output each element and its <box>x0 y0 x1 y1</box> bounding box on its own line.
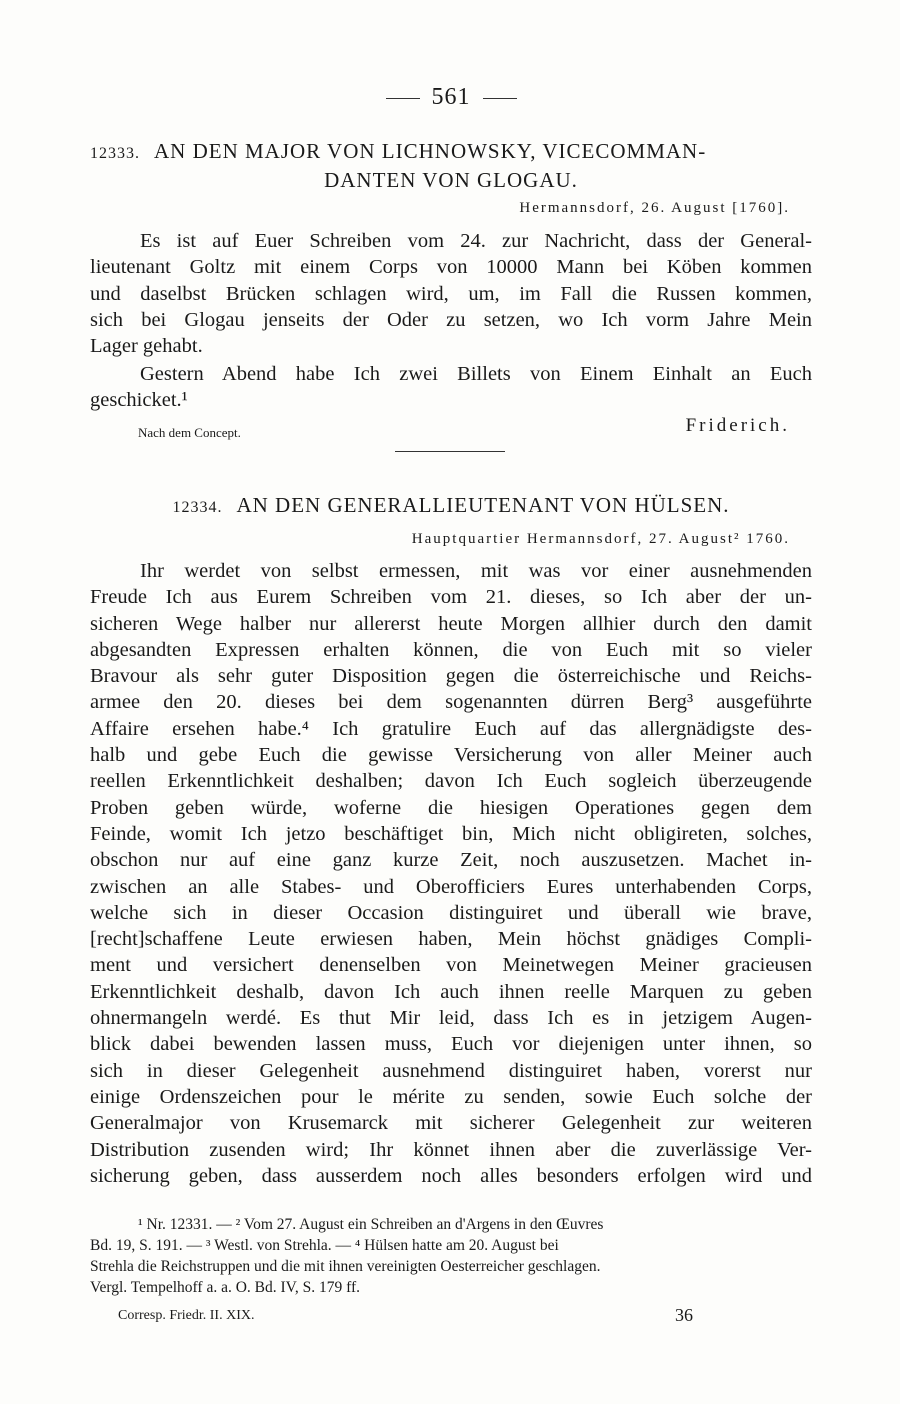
letter-2-body-lines <box>90 558 812 1189</box>
text-line: sich bei Glogau jenseits der Oder zu setzen, wo Ich vorm Jahre Mein <box>90 308 812 331</box>
letter-1-body-2 <box>90 361 812 414</box>
letter-2-title: AN DEN GENERALLIEUTENANT VON HÜLSEN. <box>236 493 730 517</box>
letter-2-dateline: Hauptquartier Hermannsdorf, 27. August² 1760. <box>411 531 790 547</box>
signature-mark: 36 <box>675 1305 693 1325</box>
letter-1-source-note: Nach dem Concept. <box>138 425 241 440</box>
footnote-line: ¹ Nr. 12331. — ² Vom 27. August ein Schreiben an d'Argens in den Œuvres <box>138 1216 604 1233</box>
letter-1-title-line1: AN DEN MAJOR VON LICHNOWSKY, VICECOMMAN- <box>154 139 707 163</box>
page-number: 561 <box>431 84 471 110</box>
text-line: Ihr werdet von selbst ermessen, mit was vor einer ausnehmenden <box>140 560 812 582</box>
text-line: Lager gehabt. <box>90 335 203 358</box>
text-line: Distribution zusenden wird; Ihr könnet ihnen aber die zuverlässige Ver- <box>90 1138 812 1161</box>
text-line: obschon nur auf eine ganz kurze Zeit, noch auszusetzen. Machet in- <box>90 849 812 872</box>
letter-1-title-line2: DANTEN VON GLOGAU. <box>324 168 578 192</box>
text-line: Es ist auf Euer Schreiben vom 24. zur Nachricht, dass der General- <box>140 230 812 252</box>
section-divider <box>395 451 505 452</box>
page-header <box>90 84 812 111</box>
text-line: Erkenntlichkeit deshalb, davon Ich auch ihnen reelle Marquen zu geben <box>90 980 812 1003</box>
letter-1-signature: Friderich. <box>685 415 790 436</box>
text-line: blick dabei bewenden lassen muss, Euch vor diejenigen unter ihnen, so <box>90 1033 812 1056</box>
header-dash-right <box>483 98 517 99</box>
letter-1-body-2-lines <box>90 361 812 414</box>
header-dash-left <box>386 98 420 99</box>
text-line: armee den 20. dieses bei dem sogenannten dürren Berg³ ausgeführte <box>90 691 812 714</box>
text-line: Generalmajor von Krusemarck mit sicherer Gelegenheit zur weiteren <box>90 1112 812 1135</box>
letter-1-heading <box>90 138 812 193</box>
text-line: Bravour als sehr guter Disposition gegen die österreichische und Reichs- <box>90 665 812 688</box>
text-line: einige Ordenszeichen pour le mérite zu senden, sowie Euch solche der <box>90 1085 812 1108</box>
text-line: Freude Ich aus Eurem Schreiben vom 21. dieses, so Ich aber der un- <box>90 586 812 609</box>
text-line: und daselbst Brücken schlagen wird, um, im Fall die Russen kommen, <box>90 282 812 305</box>
letter-2-number: 12334. <box>172 499 223 516</box>
text-line: sich in dieser Gelegenheit ausnehmend distinguiret haben, vorerst nur <box>90 1059 812 1082</box>
footnote-line: Vergl. Tempelhoff a. a. O. Bd. IV, S. 179 ff. <box>90 1279 361 1296</box>
text-line: lieutenant Goltz mit einem Corps von 10000 Mann bei Köben kommen <box>90 256 812 279</box>
text-line: zwischen an alle Stabes- und Oberofficiers Eures unterhabenden Corps, <box>90 875 812 898</box>
text-line: abgesandten Expressen erhalten können, die von Euch mit so vieler <box>90 638 812 661</box>
text-line: Affaire ersehen habe.⁴ Ich gratulire Euch auf das allergnädigste des- <box>90 717 812 740</box>
text-line: reellen Erkenntlichkeit deshalben; davon Ich Euch sogleich überzeugende <box>90 770 812 793</box>
text-line: welche sich in dieser Occasion distinguiret und überall wie brave, <box>90 901 812 924</box>
text-line: geschicket.¹ <box>90 389 188 412</box>
letter-1-number: 12333. <box>90 145 140 162</box>
letter-2-heading <box>90 492 812 521</box>
text-line: Feinde, womit Ich jetzo beschäftiget bin, Mich nicht obligireten, solches, <box>90 822 812 845</box>
footnote-line: Strehla die Reichstruppen und die mit ihnen vereinigten Oesterreicher geschlagen. <box>90 1258 601 1275</box>
text-line: Gestern Abend habe Ich zwei Billets von Einem Einhalt an Euch <box>140 363 812 385</box>
text-line: Proben geben würde, woferne die hiesigen Operationes gegen dem <box>90 796 812 819</box>
letter-1-body <box>90 228 812 359</box>
text-line: ment und versichert denenselben von Meinetwegen Meiner gracieusen <box>90 954 812 977</box>
footer-citation: Corresp. Friedr. II. XIX. <box>118 1308 255 1323</box>
footnote-line: Bd. 19, S. 191. — ³ Westl. von Strehla. — ⁴ Hülsen hatte am 20. August bei <box>90 1237 559 1254</box>
text-line: ohnermangeln werdé. Es thut Mir leid, dass Ich es in jetzigem Augen- <box>90 1007 812 1030</box>
text-line: [recht]schaffene Leute erwiesen haben, Mein höchst gnädiges Compli- <box>90 928 812 951</box>
text-line: sicheren Wege halber nur allererst heute Morgen allhier durch den damit <box>90 612 812 635</box>
footnotes <box>90 1214 812 1298</box>
text-line: halb und gebe Euch die gewisse Versicherung von aller Meiner auch <box>90 744 812 767</box>
letter-2-body <box>90 558 812 1189</box>
text-line: sicherung geben, dass ausserdem noch alles besonders erfolgen wird und <box>90 1164 812 1187</box>
letter-1-body-lines <box>90 228 812 359</box>
letter-1-dateline: Hermannsdorf, 26. August [1760]. <box>519 200 790 216</box>
